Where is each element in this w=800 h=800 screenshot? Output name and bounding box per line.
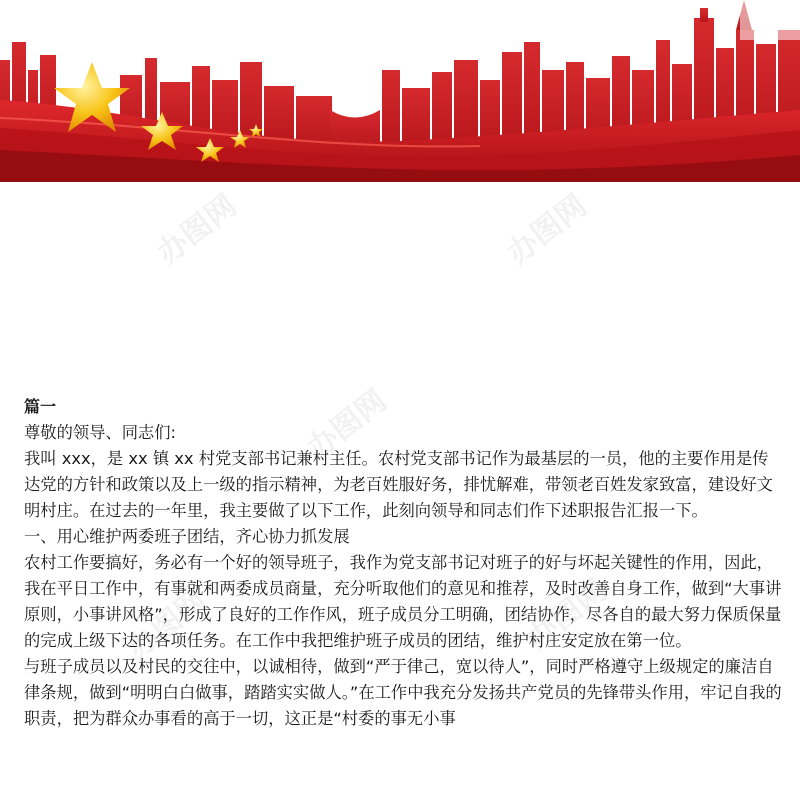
section-heading: 一、用心维护两委班子团结，齐心协力抓发展 — [24, 527, 350, 546]
watermark: 办图网 — [520, 573, 614, 657]
watermark: 办图网 — [300, 383, 394, 467]
watermark: 办图网 — [500, 188, 594, 272]
paragraph: 农村工作要搞好，务必有一个好的领导班子，我作为党支部书记对班子的好与坏起关键性的作用，因此，我在平日工作中，有事就和两委成员商量，充分听取他们的意见和推荐，及时改善自身工作，做到“大事讲原则，小事讲风格”，形成了良好的工作作风，班子成员分工明确，团结协作，尽各自的最大努力保质保量的完成上级下达的各项任务。在工作中我把维护班子成员的团结，维护村庄安定放在第一位。 — [24, 553, 782, 650]
skyline-banner-graphic — [0, 0, 800, 190]
watermark: 办图网 — [120, 583, 214, 667]
paragraph: 我叫 xxx，是 xx 镇 xx 村党支部书记兼村主任。农村党支部书记作为最基层的一员，他的主要作用是传达党的方针和政策以及上一级的指示精神，为老百姓服好务，排忧解难，带领老百姓发家致富，建设好文明村庄。在过去的一年里，我主要做了以下工作，此刻向领导和同志们作下述职报告汇报一下。 — [24, 449, 773, 520]
header-banner — [0, 0, 800, 190]
greeting: 尊敬的领导、同志们: — [24, 423, 177, 442]
section-title: 篇一 — [24, 397, 57, 416]
document-body — [24, 394, 784, 732]
watermark: 办图网 — [150, 188, 244, 272]
paragraph: 与班子成员以及村民的交往中，以诚相待，做到“严于律己，宽以待人”，同时严格遵守上级规定的廉洁自律条规，做到“明明白白做事，踏踏实实做人。”在工作中我充分发扬共产党员的先锋带头作用，牢记自我的职责，把为群众办事看的高于一切，这正是“村委的事无小事 — [24, 657, 782, 728]
